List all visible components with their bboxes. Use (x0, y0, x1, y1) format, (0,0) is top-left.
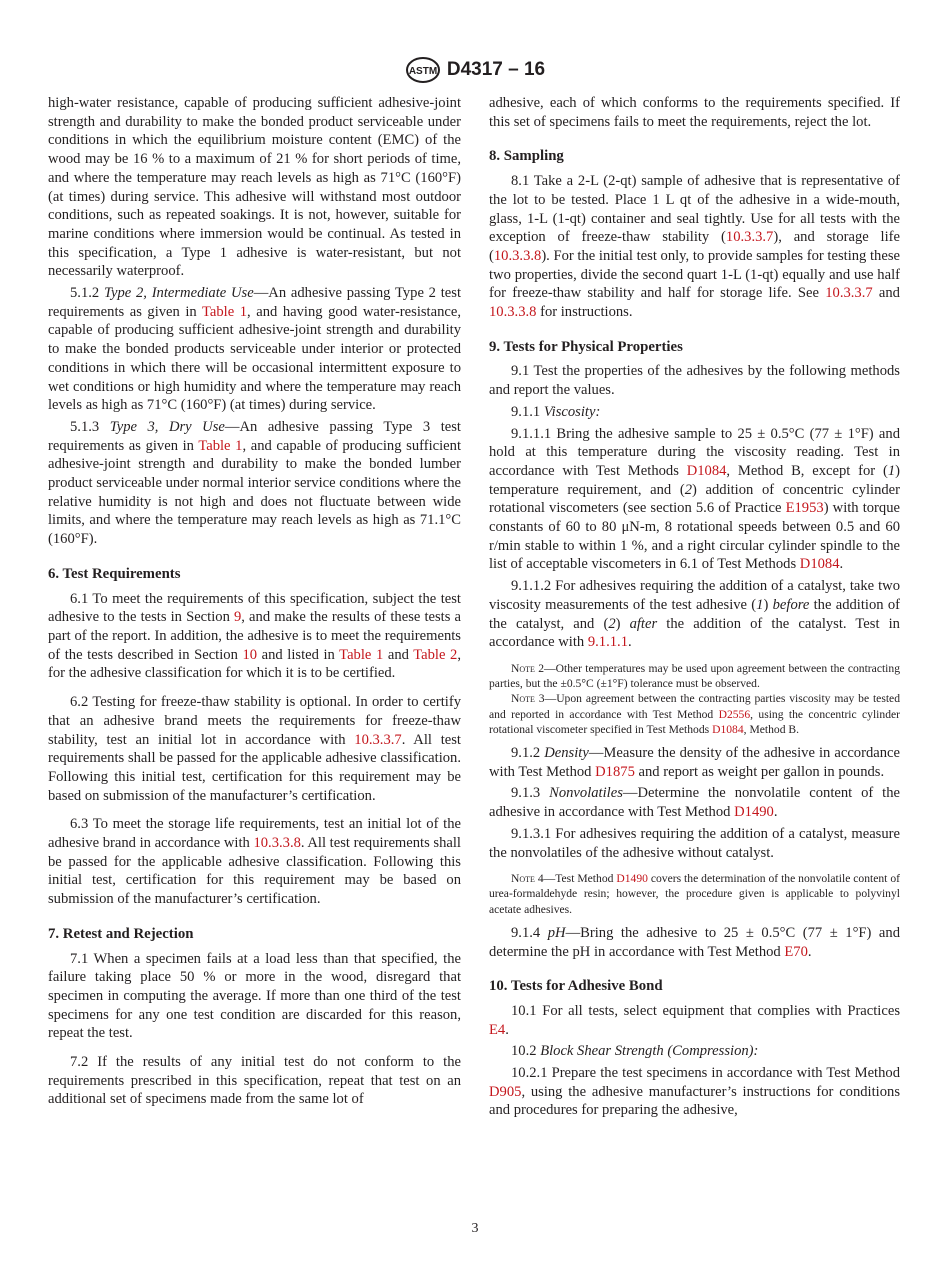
italic-text: Viscosity: (543, 403, 601, 420)
cross-reference-link[interactable]: 10.3.3.8 (489, 304, 537, 321)
text-run: 5.1.3 (70, 418, 110, 435)
left-column (48, 94, 461, 1109)
note-label: Note (511, 872, 535, 886)
text-run: 10.1 For all tests, select equipment that complies with Practices (511, 1002, 900, 1019)
note-paragraph (489, 691, 900, 737)
body-paragraph (489, 744, 900, 781)
body-paragraph (48, 590, 461, 684)
text-run: ). For the initial test only, to provide samples for testing these two properties, divide the second quart 1-L (1-qt) equally and use half for freeze-thaw stability and half for storage life. See (489, 247, 900, 302)
cross-reference-link[interactable]: D1084 (799, 556, 840, 573)
text-run: and (383, 646, 414, 663)
italic-text: pH (547, 924, 566, 941)
cross-reference-link[interactable]: 10.3.3.7 (725, 229, 774, 246)
body-paragraph (489, 924, 900, 961)
body-paragraph (489, 577, 900, 652)
body-paragraph (489, 172, 900, 322)
cross-reference-link[interactable]: E1953 (785, 500, 824, 517)
text-run: 5.1.2 (70, 285, 104, 302)
text-run: , for the adhesive classification for which it is to be certified. (48, 646, 461, 682)
cross-reference-link[interactable]: Table 1 (339, 646, 384, 663)
cross-reference-link[interactable]: D1490 (734, 804, 774, 821)
text-run: 9. Tests for Physical Properties (489, 338, 683, 355)
cross-reference-link[interactable]: 10.3.3.8 (253, 835, 301, 852)
text-run: the addition of the catalyst, and ( (489, 596, 900, 632)
text-run: 3—Upon agreement between the contracting parties viscosity may be tested and reported in accordance with Test Method (489, 692, 900, 721)
text-run: 2—Other temperatures may be used upon agreement between the contracting parties, but the ±0.5°C (±1°F) tolerance must be observed. (489, 661, 900, 691)
document-id: D4317 – 16 (446, 59, 546, 80)
italic-text: Block Shear Strength (Compression): (540, 1043, 759, 1060)
cross-reference-link[interactable]: E4 (489, 1021, 506, 1038)
text-run: high-water resistance, capable of producing sufficient adhesive-joint strength and durability to make the bonded product serviceable under conditions in which the equilibrium moisture content (EMC) of the wood may be 16 % to a maximum of 21 % for short periods of time, and where the temperature may reach levels as high as 71°C (160°F) (at times) during service. This adhesive will withstand most outdoor conditions, such as repeated soakings. It is not, however, suitable for marine conditions where immersion would be continual. As tested in this specification, a Type 1 adhesive is water-resistant, but not necessarily waterproof. (48, 95, 461, 280)
text-run: , using the adhesive manufacturer’s instructions for conditions and procedures for preparing the adhesive, (489, 1083, 900, 1119)
italic-text: Type 3, Dry Use (109, 418, 225, 435)
note-paragraph (489, 661, 900, 691)
body-paragraph (489, 1002, 900, 1039)
cross-reference-link[interactable]: D1084 (712, 722, 744, 736)
cross-reference-link[interactable]: E70 (784, 943, 808, 960)
cross-reference-link[interactable]: 10 (242, 646, 258, 663)
italic-text: 2 (684, 481, 692, 498)
italic-text: Density (544, 745, 589, 761)
text-run: 10.2.1 Prepare the test specimens in accordance with Test Method (511, 1065, 900, 1082)
body-paragraph (489, 403, 900, 422)
section-heading (489, 147, 900, 166)
cross-reference-link[interactable]: D1084 (686, 462, 727, 479)
text-run: 4—Test Method (534, 872, 617, 886)
text-run: 8.1 Take a 2-L (2-qt) sample of adhesive that is representative of the lot to be tested. Place 1 L qt of the adhesive in a wide-mouth, glass, 1-L (1-qt) container and seal tightly. Use for all tests with the exception of freeze-thaw stability ( (489, 173, 900, 246)
body-paragraph (48, 815, 461, 909)
italic-text: after (629, 615, 658, 632)
text-run: ) temperature requirement, and ( (489, 462, 900, 498)
text-run: 9.1.1 (511, 403, 544, 420)
text-run: . (807, 943, 812, 960)
text-run: . (839, 556, 844, 573)
text-run: adhesive, each of which conforms to the requirements specified. If this set of specimens fails to meet the requirements, reject the lot. (489, 95, 900, 130)
text-run: 9.1.2 (511, 745, 545, 761)
text-run: . All test requirements shall be passed for the applicable adhesive classification. Following this initial test, certification for this requirement may be based on submission of the manufacturer’s certification. (48, 835, 461, 908)
text-run: . (628, 634, 632, 651)
note-label: Note (511, 661, 535, 675)
text-run: ), and storage life ( (489, 229, 900, 264)
text-run: 8. Sampling (489, 148, 564, 165)
body-paragraph (489, 425, 900, 575)
cross-reference-link[interactable]: Table 1 (202, 303, 248, 320)
text-run: 7.2 If the results of any initial test do not conform to the requirements prescribed in this specification, repeat that test on an additional set of specimens made from the same lot of (48, 1054, 461, 1108)
text-run: and report as weight per gallon in pounds. (634, 763, 885, 780)
text-run: . (773, 804, 778, 821)
text-run: 6.2 Testing for freeze-thaw stability is optional. In order to certify that an adhesive brand meets the requirements for freeze-thaw stability, test an initial lot in accordance with (48, 694, 461, 748)
text-run: , using the concentric cylinder rotational viscometer specified in Test Methods (489, 707, 901, 736)
italic-text: Nonvolatiles (549, 785, 623, 802)
text-run: —Measure the density of the adhesive in accordance with Test Method (489, 745, 900, 780)
text-run: . All test requirements shall be passed for the applicable adhesive classification. Following this initial test, certification for this requirement may be based on submission of the manufacturer’s certification. (48, 731, 461, 804)
section-heading (48, 565, 461, 584)
text-run: . (505, 1021, 509, 1038)
text-run: and (872, 285, 900, 302)
body-paragraph (489, 1064, 900, 1120)
text-run: ) addition of concentric cylinder rotational viscometers (see section 5.6 of Practice (489, 481, 900, 517)
text-run: 9.1.3 (511, 785, 550, 802)
text-run: 6.1 To meet the requirements of this specification, subject the test adhesive to the tests in Section (48, 590, 461, 626)
italic-text: 1 (887, 462, 896, 479)
text-run: 10. Tests for Adhesive Bond (489, 978, 663, 995)
astm-logo-icon (405, 56, 441, 84)
text-run: , and capable of producing sufficient adhesive-joint strength and durability to make the bonded lumber product serviceable under normal interior service conditions where the relative humidity is not high and does not fluctuate between wide limits, and where the temperature may reach levels as high as 71.1°C (160°F). (48, 437, 461, 548)
body-paragraph (48, 950, 461, 1044)
page-number: 3 (471, 1221, 479, 1236)
text-run: the addition of the catalyst. Test in accordance with (489, 615, 900, 651)
cross-reference-link[interactable]: 10.3.3.7 (825, 285, 873, 302)
body-paragraph (489, 362, 900, 399)
body-paragraph (489, 825, 900, 862)
italic-text: Type 2, Intermediate Use (103, 285, 254, 302)
text-run: —Bring the adhesive to 25 ± 0.5°C (77 ± 1°F) and determine the pH in accordance with Test Method (489, 924, 900, 960)
text-run: 9.1 Test the properties of the adhesives by the following methods and report the values. (489, 363, 900, 399)
cross-reference-link[interactable]: Table 1 (198, 437, 243, 454)
text-run: ) (615, 615, 630, 632)
cross-reference-link[interactable]: D905 (489, 1083, 522, 1100)
cross-reference-link[interactable]: 10.3.3.7 (354, 731, 402, 748)
text-run: ) with torque constants of 60 to 80 μN-m, 8 rotational speeds between 0.5 and 60 r/min stable to within 1 %, and a right circular cylinder spindle to the list of acceptable viscometers in 6.1 of Test Methods (489, 500, 900, 573)
text-run: 7. Retest and Rejection (48, 925, 194, 942)
text-run: , and having good water-resistance, capable of producing sufficient adhesive-joint strength and durability to make the bonded products serviceable under interior or protected conditions in which there will be occasional intermittent exposure to wet conditions or high humidity and where the temperature may reach levels as high as 71°C (160°F) (at times) during service. (48, 303, 461, 414)
text-run: —An adhesive passing Type 2 test requirements as given in (48, 285, 461, 320)
text-run: 9.1.3.1 For adhesives requiring the addition of a catalyst, measure the nonvolatiles of the adhesive without catalyst. (489, 825, 900, 861)
text-run: 6.3 To meet the storage life requirements, test an initial lot of the adhesive brand in accordance with (48, 816, 461, 852)
text-run: —An adhesive passing Type 3 test requirements as given in (48, 418, 461, 454)
text-run: for instructions. (536, 304, 633, 321)
text-run: 6. Test Requirements (48, 565, 181, 582)
cross-reference-link[interactable]: 9.1.1.1 (587, 634, 628, 651)
cross-reference-link[interactable]: D2556 (718, 707, 751, 721)
text-run: 10.2 (511, 1043, 541, 1060)
section-heading (48, 925, 461, 944)
cross-reference-link[interactable]: D1875 (595, 763, 635, 780)
text-run: 9.1.1.2 For adhesives requiring the addition of a catalyst, take two viscosity measurements of the test adhesive ( (489, 578, 900, 613)
text-run: 9.1.1.1 Bring the adhesive sample to 25 ± 0.5°C (77 ± 1°F) and hold at this temperature during the viscosity reading. Test in accordance with Test Methods (489, 425, 900, 479)
cross-reference-link[interactable]: 10.3.3.8 (493, 247, 542, 264)
body-paragraph (489, 1042, 900, 1061)
svg-text:ASTM: ASTM (408, 66, 438, 77)
cross-reference-link[interactable]: Table 2 (413, 646, 458, 663)
text-run: covers the determination of the nonvolatile content of urea-formaldehyde resin; however, the procedure given is applicable to polyvinyl acetate adhesives. (489, 872, 900, 916)
body-paragraph (48, 1053, 461, 1109)
text-run: , Method B, except for ( (726, 462, 888, 479)
section-heading (489, 338, 900, 357)
text-run: —Determine the nonvolatile content of the adhesive in accordance with Test Method (489, 785, 900, 821)
body-paragraph (489, 94, 900, 131)
cross-reference-link[interactable]: 9 (233, 609, 242, 626)
cross-reference-link[interactable]: D1490 (616, 872, 648, 886)
text-run: 9.1.4 (511, 924, 548, 941)
text-run: 7.1 When a specimen fails at a load less than that specified, the failure taking place 50 % or more in the wood, disregard that specimen in computing the average. If more than one third of the test specimens for any one test condition are discarded for this reason, repeat the test. (48, 950, 461, 1042)
text-run: , and make the results of these tests a part of the report. In addition, the adhesive is to meet the requirements of the tests described in Section (48, 609, 461, 663)
note-label: Note (511, 692, 535, 706)
italic-text: 1 (756, 596, 764, 613)
italic-text: 2 (608, 615, 616, 632)
body-paragraph (489, 784, 900, 821)
text-run: and listed in (257, 646, 340, 663)
body-paragraph (48, 284, 461, 415)
section-heading (489, 977, 900, 996)
italic-text: before (772, 596, 810, 613)
page-header (0, 56, 950, 84)
right-column (489, 94, 900, 1120)
text-run: ) (763, 596, 773, 613)
body-paragraph (48, 693, 461, 805)
text-run: , Method B. (743, 722, 800, 736)
body-paragraph (48, 94, 461, 281)
note-paragraph (489, 871, 900, 917)
body-paragraph (48, 418, 461, 549)
